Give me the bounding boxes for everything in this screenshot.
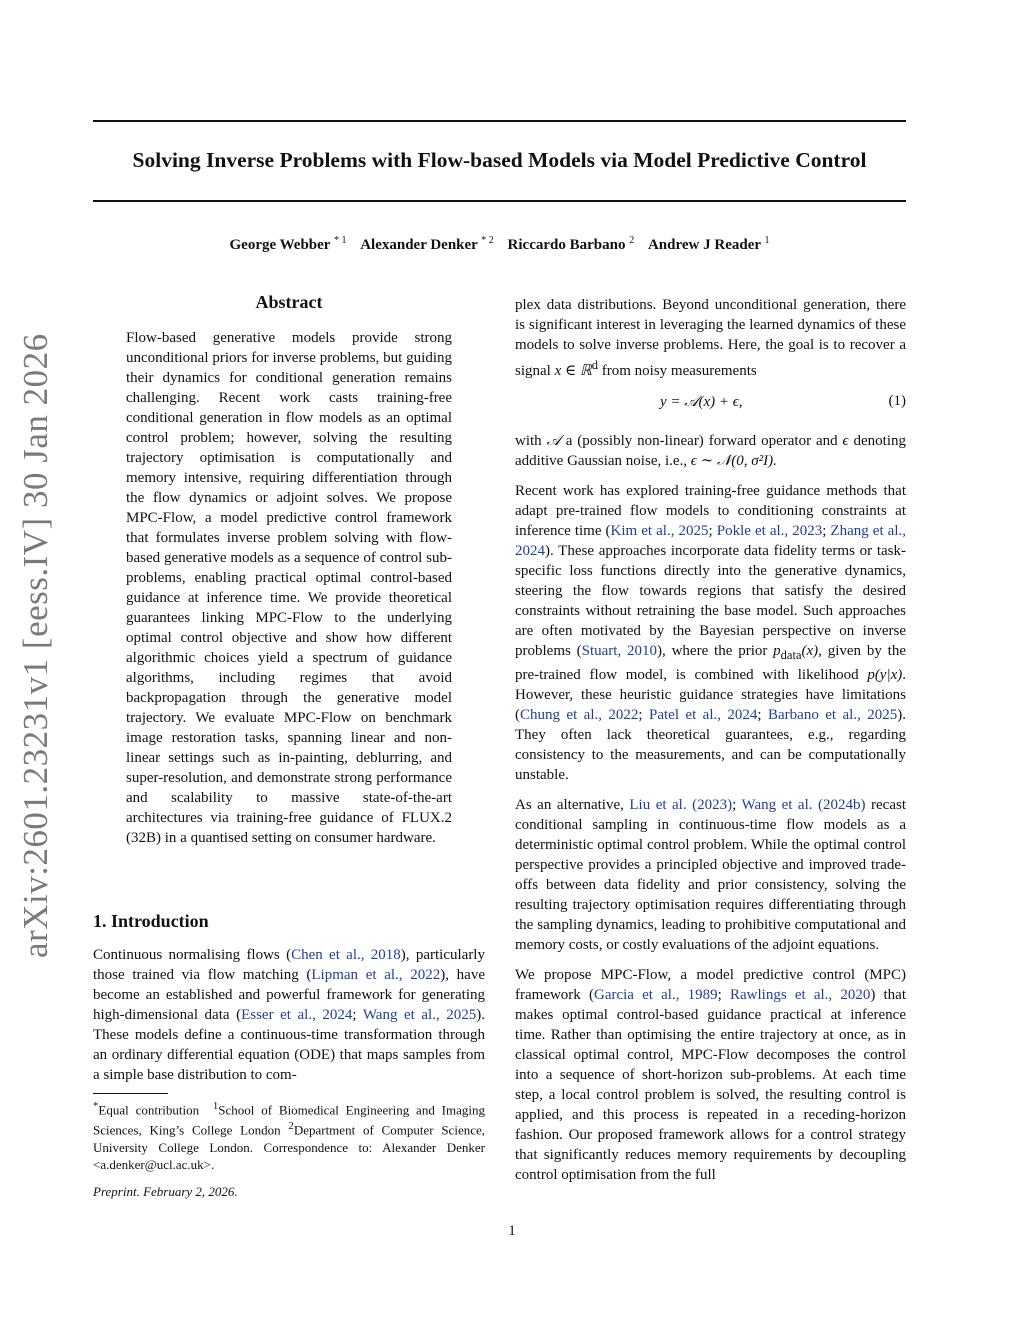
- preprint-date: Preprint. February 2, 2026.: [93, 1184, 238, 1199]
- footnote: *Equal contribution $^1$School of Biomedical Engineering and Imaging Sciences, King’s College London $^2$Department of Computer Science, University College London. Correspondence to: Alexander Denker <a.denker@ucl.ac.uk>.: [93, 1100, 486, 1172]
- equation-expression: y = 𝒜(x) + ϵ,: [660, 394, 743, 410]
- citation-link[interactable]: Zhang et al., 2024: [515, 523, 906, 559]
- citation-link[interactable]: Pokle et al., 2023: [716, 523, 823, 539]
- page-number: 1: [508, 1223, 516, 1239]
- abstract-heading: Abstract: [255, 292, 323, 312]
- citation-link[interactable]: Lipman et al., 2022: [311, 967, 441, 983]
- author: George Webber $^{* 1}$: [229, 235, 347, 253]
- equation-number: (1): [888, 393, 906, 409]
- citation-link[interactable]: Stuart, 2010: [581, 643, 658, 659]
- intro-paragraph: Continuous normalising flows (Chen et al., 2018), particularly those trained via flow matching (Lipman et al., 2022), have become an established and powerful framework for generating high-dimensional data (Esser et al., 2024; Wang et al., 2025). These models define a continuous-time transformation through an ordinary differential equation (ODE) that maps samples from a simple base distribution to com-: [93, 947, 485, 1083]
- paper-title: Solving Inverse Problems with Flow-based Models via Model Predictive Control: [132, 148, 867, 172]
- citation-link[interactable]: Garcia et al., 1989: [593, 987, 718, 1003]
- author: Andrew J Reader $^1$: [647, 235, 770, 253]
- author: Alexander Denker $^{* 2}$: [360, 235, 494, 253]
- intro-heading: 1. Introduction: [93, 911, 209, 931]
- footnote-rule: [93, 1093, 168, 1094]
- author: Riccardo Barbano $^2$: [507, 235, 635, 253]
- top-rule: [93, 120, 906, 122]
- citation-link[interactable]: Wang et al., 2025: [362, 1007, 477, 1023]
- citation-link[interactable]: Liu et al. (2023): [629, 797, 733, 813]
- citation-link[interactable]: Esser et al., 2024: [241, 1007, 353, 1023]
- citation-link[interactable]: Rawlings et al., 2020: [729, 987, 871, 1003]
- arxiv-side-label: arXiv:2601.23231v1 [eess.IV] 30 Jan 2026: [16, 333, 55, 958]
- title-bottom-rule: [93, 200, 906, 202]
- citation-link[interactable]: Patel et al., 2024: [649, 707, 758, 723]
- citation-link[interactable]: Wang et al. (2024b): [741, 797, 866, 813]
- right-column-top: plex data distributions. Beyond unconditional generation, there is significant interest in leveraging the learned dynamics of these models to solve inverse problems. Here, the goal is to recover a signal x ∈ ℝ$^d$ from noisy measurements: [515, 297, 906, 379]
- author-list: [93, 235, 906, 254]
- citation-link[interactable]: Barbano et al., 2025: [768, 707, 898, 723]
- citation-link[interactable]: Kim et al., 2025: [610, 523, 709, 539]
- abstract-text: Flow-based generative models provide strong unconditional priors for inverse problems, but guiding their dynamics for conditional generation remains challenging. Recent work casts training-free conditional generation in flow models as an optimal control problem; however, solving the resulting trajectory optimisation is computationally and memory intensive, requiring differentiation through the flow dynamics or adjoint solves. We propose MPC-Flow, a model predictive control framework that formulates inverse problem solving with flow-based generative models as a sequence of control sub-problems, enabling practical optimal control-based guidance at inference time. We provide theoretical guarantees linking MPC-Flow to the underlying optimal control objective and show how different algorithmic choices yield a spectrum of guidance algorithms, including regimes that avoid backpropagation through the generative model trajectory. We evaluate MPC-Flow on benchmark image restoration tasks, spanning linear and non-linear settings such as in-painting, deblurring, and super-resolution, and demonstrate strong performance and scalability to massive state-of-the-art architectures via training-free guidance of FLUX.2 (32B) in a quantised setting on consumer hardware.: [126, 330, 452, 846]
- citation-link[interactable]: Chung et al., 2022: [520, 707, 639, 723]
- right-column-body: with 𝒜 a (possibly non-linear) forward operator and ϵ denoting additive Gaussian noise, i.e., ϵ ∼ 𝒩(0, σ²I). Recent work has explored training-free guidance methods that adapt pre-trained flow models to conditioning constraints at inference time (Kim et al., 2025; Pokle et al., 2023; Zhang et al., 2024). These approaches incorporate data fidelity terms or task-specific loss functions directly into the generative dynamics, steering the flow towards regions that satisfy the desired constraints without retraining the base model. Such approaches are often motivated by the Bayesian perspective on inverse problems (Stuart, 2010), where the prior $p_{data}(x)$, given by the pre-trained flow model, is combined with likelihood p(y|x). However, these heuristic guidance strategies have limitations (Chung et al., 2022; Patel et al., 2024; Barbano et al., 2025). They often lack theoretical guarantees, e.g., regarding consistency to the measurements, and can be computationally unstable. As an alternative, Liu et al. (2023); Wang et al. (2024b) recast conditional sampling in continuous-time flow models as a deterministic optimal control problem. While the optimal control perspective provides a principled objective and improved trade-offs between data fidelity and prior consistency, solving the resulting trajectory optimisation requires differentiating through the sampling dynamics, leading to prohibitive computational and memory costs, or costly evaluations of the adjoint equations. We propose MPC-Flow, a model predictive control (MPC) framework (Garcia et al., 1989; Rawlings et al., 2020) that makes optimal control-based guidance practical at inference time. Rather than optimising the entire trajectory at once, as in classical optimal control, MPC-Flow decomposes the control into a sequence of short-horizon sub-problems. At each time step, a local control problem is solved, the resulting control is applied, and this process is repeated in a receding-horizon fashion. Our proposed framework allows for a control strategy that significantly reduces memory requirements by decoupling control optimisation from the full: [515, 433, 907, 1183]
- citation-link[interactable]: Chen et al., 2018: [291, 947, 401, 963]
